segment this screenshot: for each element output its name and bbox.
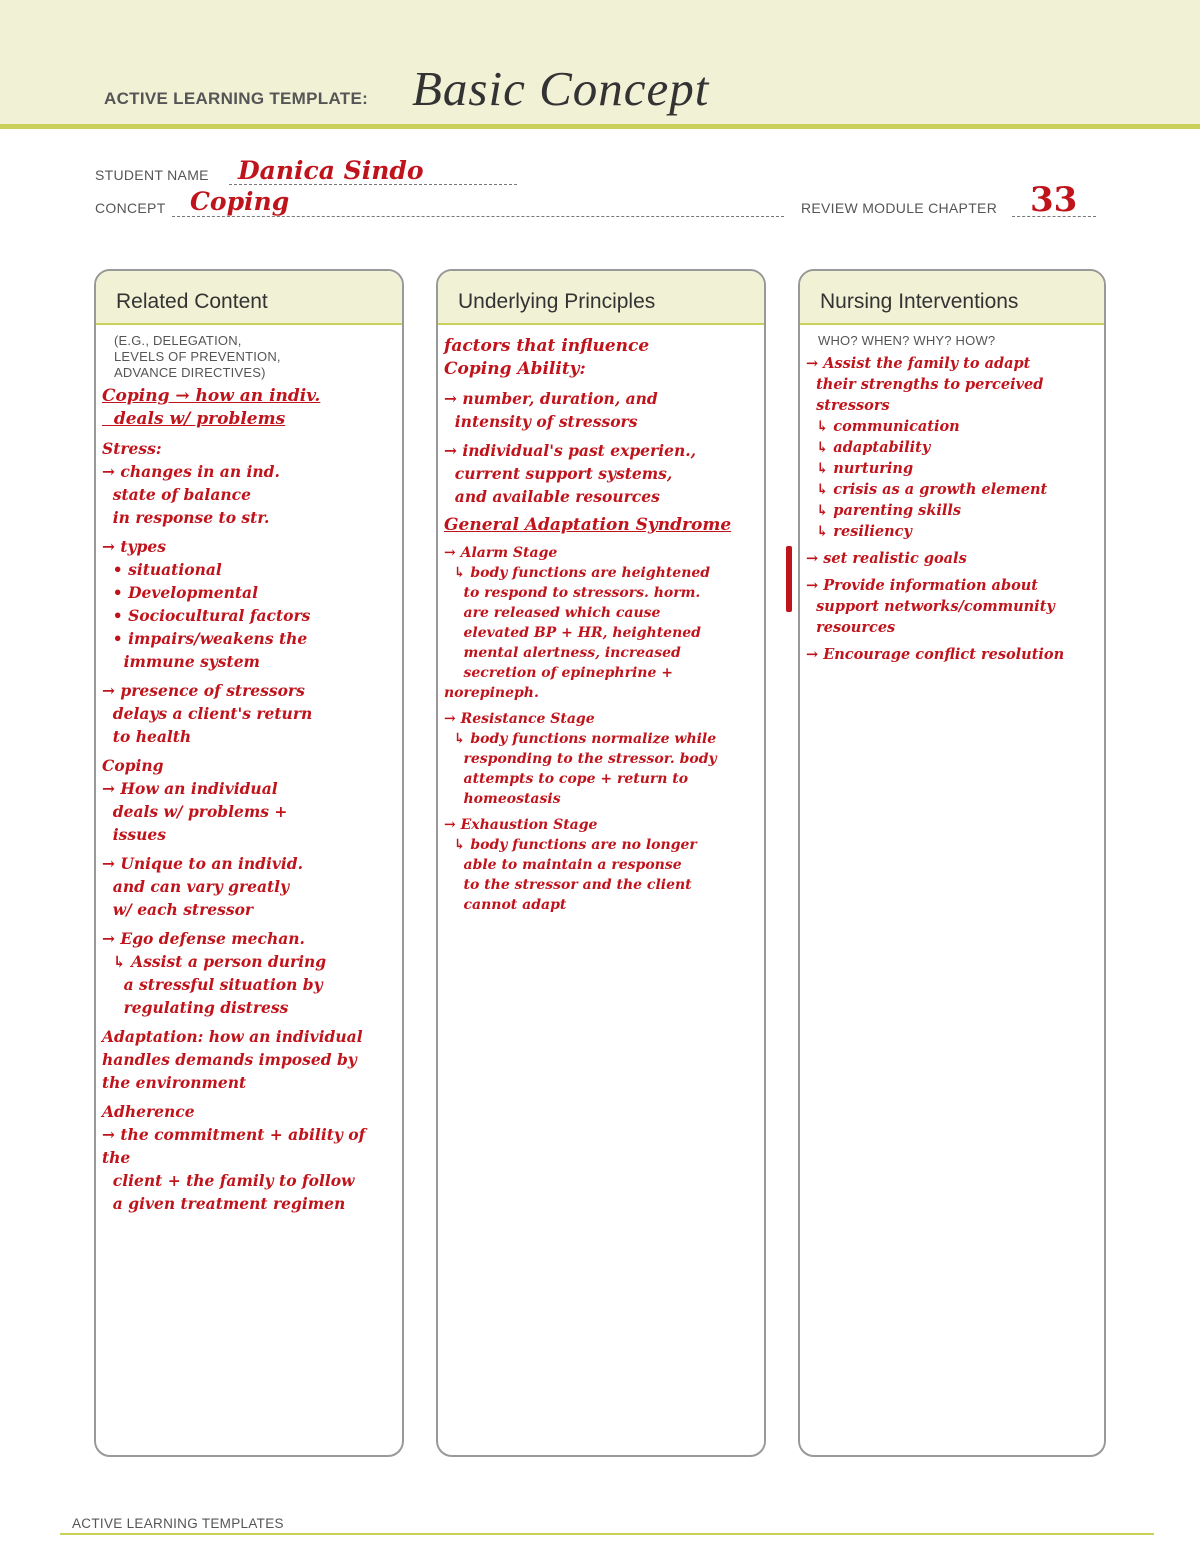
underlying-principles-title: Underlying Principles bbox=[438, 271, 764, 325]
header-divider bbox=[0, 124, 1200, 129]
related-note: → presence of stressors delays a client's return to health bbox=[102, 681, 313, 746]
handwritten-margin-mark bbox=[786, 546, 792, 612]
interventions-note: → Provide information about support networks/community resources bbox=[806, 577, 1055, 636]
related-content-notes bbox=[96, 381, 402, 1215]
principles-note: → Exhaustion Stage ↳ body functions are no longer able to maintain a response to the stressor and the client cannot adapt bbox=[444, 817, 697, 913]
principles-note: → number, duration, and intensity of stressors bbox=[444, 389, 658, 431]
footer-label: ACTIVE LEARNING TEMPLATES bbox=[72, 1516, 284, 1531]
related-note: Coping → How an individual deals w/ problems + issues bbox=[102, 756, 288, 844]
principles-note: → individual's past experien., current support systems, and available resources bbox=[444, 441, 697, 506]
principles-note: General Adaptation Syndrome bbox=[444, 515, 732, 535]
related-note: → Ego defense mechan. ↳ Assist a person during a stressful situation by regulating distress bbox=[102, 929, 327, 1017]
concept-value: Coping bbox=[190, 187, 290, 216]
principles-note: factors that influence Coping Ability: bbox=[444, 336, 650, 379]
related-content-title: Related Content bbox=[96, 271, 402, 325]
chapter-value: 33 bbox=[1030, 180, 1078, 220]
related-note: → Unique to an individ. and can vary greatly w/ each stressor bbox=[102, 854, 304, 919]
nursing-interventions-notes bbox=[800, 349, 1104, 665]
principles-note: → Alarm Stage ↳ body functions are heightened to respond to stressors. horm. are released which cause elevated BP + HR, heightened mental alertness, increased secretion of epinephrine + norepineph. bbox=[444, 545, 711, 701]
interventions-note: → set realistic goals bbox=[806, 550, 967, 567]
nursing-interventions-subtitle: WHO? WHEN? WHY? HOW? bbox=[818, 333, 996, 348]
related-note: → types • situational • Developmental • Sociocultural factors • impairs/weakens the immune system bbox=[102, 537, 311, 671]
related-note: Stress: → changes in an ind. state of balance in response to str. bbox=[102, 439, 280, 527]
template-label: ACTIVE LEARNING TEMPLATE: bbox=[104, 89, 369, 108]
related-note: Adherence → the commitment + ability of the client + the family to follow a given treatment regimen bbox=[102, 1102, 366, 1213]
principles-note: → Resistance Stage ↳ body functions normalize while responding to the stressor. body attempts to cope + return to homeostasis bbox=[444, 711, 717, 807]
chapter-label: REVIEW MODULE CHAPTER bbox=[801, 200, 998, 216]
concept-line bbox=[172, 216, 784, 217]
concept-label: CONCEPT bbox=[95, 200, 166, 216]
related-content-column bbox=[94, 269, 404, 1457]
student-name-value: Danica Sindo bbox=[238, 156, 424, 185]
underlying-principles-notes bbox=[438, 325, 764, 915]
footer-divider bbox=[60, 1533, 1154, 1535]
student-name-label: STUDENT NAME bbox=[95, 167, 209, 183]
underlying-principles-column bbox=[436, 269, 766, 1457]
interventions-note: → Assist the family to adapt their strengths to perceived stressors ↳ communication ↳ adaptability ↳ nurturing ↳ crisis as a growth element ↳ parenting skills ↳ resiliency bbox=[806, 355, 1048, 540]
nursing-interventions-title: Nursing Interventions bbox=[800, 271, 1104, 325]
related-note: Coping → how an indiv. deals w/ problems bbox=[102, 386, 321, 429]
template-title: Basic Concept bbox=[412, 61, 710, 116]
interventions-note: → Encourage conflict resolution bbox=[806, 646, 1065, 663]
nursing-interventions-column bbox=[798, 269, 1106, 1457]
related-content-subtitle: (E.G., DELEGATION, LEVELS OF PREVENTION, ADVANCE DIRECTIVES) bbox=[114, 333, 281, 380]
related-note: Adaptation: how an individual handles demands imposed by the environment bbox=[102, 1027, 363, 1092]
